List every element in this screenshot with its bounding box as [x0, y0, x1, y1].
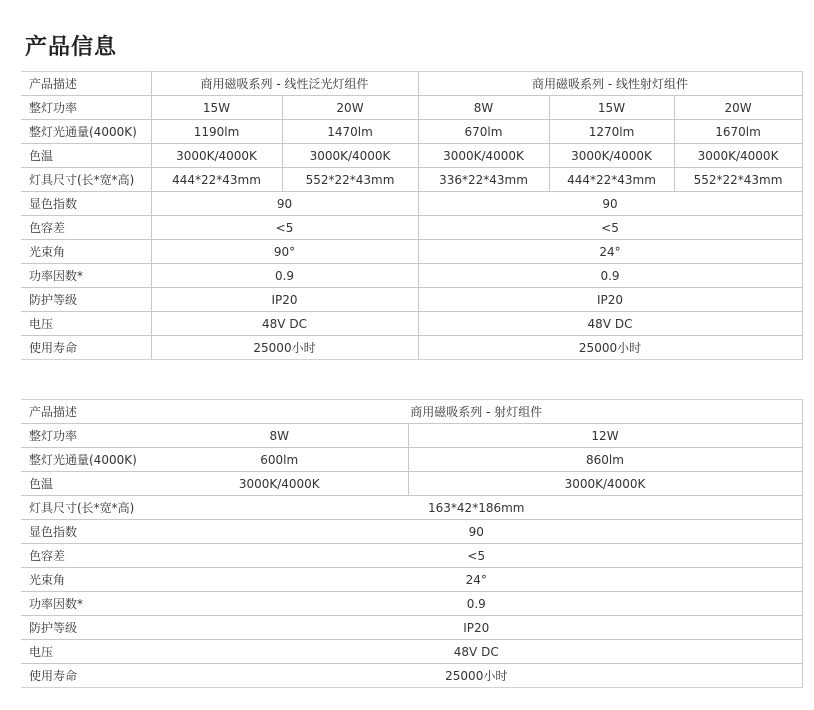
row-label: 光束角 — [21, 240, 151, 264]
cell-value: 336*22*43mm — [418, 168, 549, 192]
cell-value: 25000小时 — [151, 336, 418, 360]
cell-value: 8W — [418, 96, 549, 120]
row-label: 色温 — [21, 144, 151, 168]
cell-value: IP20 — [418, 288, 802, 312]
table-header-row — [21, 400, 802, 424]
cell-value: 90 — [418, 192, 802, 216]
cell-value: 3000K/4000K — [282, 144, 418, 168]
cell-value: 1670lm — [674, 120, 802, 144]
row-label: 显色指数 — [21, 520, 151, 544]
table-row — [21, 264, 802, 288]
cell-value: 0.9 — [151, 264, 418, 288]
cell-value: 1270lm — [549, 120, 674, 144]
cell-value: 552*22*43mm — [674, 168, 802, 192]
cell-value: 20W — [674, 96, 802, 120]
row-label: 灯具尺寸(长*宽*高) — [21, 168, 151, 192]
cell-value: 670lm — [418, 120, 549, 144]
page-title: 产品信息 — [25, 35, 118, 60]
row-label: 功率因数* — [21, 264, 151, 288]
cell-value: 25000小时 — [418, 336, 802, 360]
cell-value: <5 — [151, 544, 802, 568]
row-label: 灯具尺寸(长*宽*高) — [21, 496, 151, 520]
cell-value: 163*42*186mm — [151, 496, 802, 520]
row-label: 防护等级 — [21, 616, 151, 640]
cell-value: 3000K/4000K — [418, 144, 549, 168]
cell-value: 20W — [282, 96, 418, 120]
spec-table-spotlight — [21, 399, 803, 688]
table-row — [21, 192, 802, 216]
cell-value: 1470lm — [282, 120, 418, 144]
cell-value: 444*22*43mm — [549, 168, 674, 192]
cell-value: 48V DC — [151, 640, 802, 664]
row-label: 显色指数 — [21, 192, 151, 216]
cell-value: 3000K/4000K — [674, 144, 802, 168]
table-row — [21, 96, 802, 120]
cell-value: 552*22*43mm — [282, 168, 418, 192]
cell-value: 48V DC — [151, 312, 418, 336]
table-row — [21, 240, 802, 264]
table-row — [21, 616, 802, 640]
table-row — [21, 664, 802, 688]
cell-value: 444*22*43mm — [151, 168, 282, 192]
row-label: 电压 — [21, 640, 151, 664]
cell-value: IP20 — [151, 616, 802, 640]
cell-value: 25000小时 — [151, 664, 802, 688]
header-label: 产品描述 — [21, 72, 151, 96]
cell-value: 1190lm — [151, 120, 282, 144]
table-row — [21, 592, 802, 616]
cell-value: 0.9 — [418, 264, 802, 288]
series-b-title: 商用磁吸系列 - 线性射灯组件 — [418, 72, 802, 96]
cell-value: 3000K/4000K — [151, 472, 408, 496]
cell-value: 8W — [151, 424, 408, 448]
table-row — [21, 288, 802, 312]
cell-value: <5 — [418, 216, 802, 240]
table-row — [21, 496, 802, 520]
table-row — [21, 144, 802, 168]
table-row — [21, 120, 802, 144]
row-label: 使用寿命 — [21, 336, 151, 360]
cell-value: 15W — [549, 96, 674, 120]
cell-value: 600lm — [151, 448, 408, 472]
table-row — [21, 544, 802, 568]
table-row — [21, 520, 802, 544]
cell-value: 3000K/4000K — [549, 144, 674, 168]
table-row — [21, 168, 802, 192]
row-label: 整灯光通量(4000K) — [21, 448, 151, 472]
row-label: 使用寿命 — [21, 664, 151, 688]
row-label: 防护等级 — [21, 288, 151, 312]
cell-value: 24° — [151, 568, 802, 592]
table-row — [21, 568, 802, 592]
cell-value: 48V DC — [418, 312, 802, 336]
row-label: 色容差 — [21, 216, 151, 240]
cell-value: 12W — [408, 424, 802, 448]
cell-value: 3000K/4000K — [151, 144, 282, 168]
row-label: 整灯功率 — [21, 424, 151, 448]
cell-value: 90 — [151, 520, 802, 544]
row-label: 色温 — [21, 472, 151, 496]
cell-value: <5 — [151, 216, 418, 240]
table-row — [21, 216, 802, 240]
row-label: 整灯光通量(4000K) — [21, 120, 151, 144]
table-row — [21, 336, 802, 360]
row-label: 色容差 — [21, 544, 151, 568]
row-label: 整灯功率 — [21, 96, 151, 120]
row-label: 功率因数* — [21, 592, 151, 616]
spec-table-linear — [21, 71, 803, 360]
row-label: 光束角 — [21, 568, 151, 592]
row-label: 电压 — [21, 312, 151, 336]
header-label: 产品描述 — [21, 400, 151, 424]
cell-value: IP20 — [151, 288, 418, 312]
cell-value: 860lm — [408, 448, 802, 472]
cell-value: 15W — [151, 96, 282, 120]
series-a-title: 商用磁吸系列 - 线性泛光灯组件 — [151, 72, 418, 96]
table-row — [21, 424, 802, 448]
cell-value: 0.9 — [151, 592, 802, 616]
table-row — [21, 472, 802, 496]
cell-value: 90° — [151, 240, 418, 264]
cell-value: 24° — [418, 240, 802, 264]
table-row — [21, 312, 802, 336]
series-title: 商用磁吸系列 - 射灯组件 — [151, 400, 802, 424]
cell-value: 90 — [151, 192, 418, 216]
table-row — [21, 448, 802, 472]
cell-value: 3000K/4000K — [408, 472, 802, 496]
table-row — [21, 640, 802, 664]
table-header-row — [21, 72, 802, 96]
